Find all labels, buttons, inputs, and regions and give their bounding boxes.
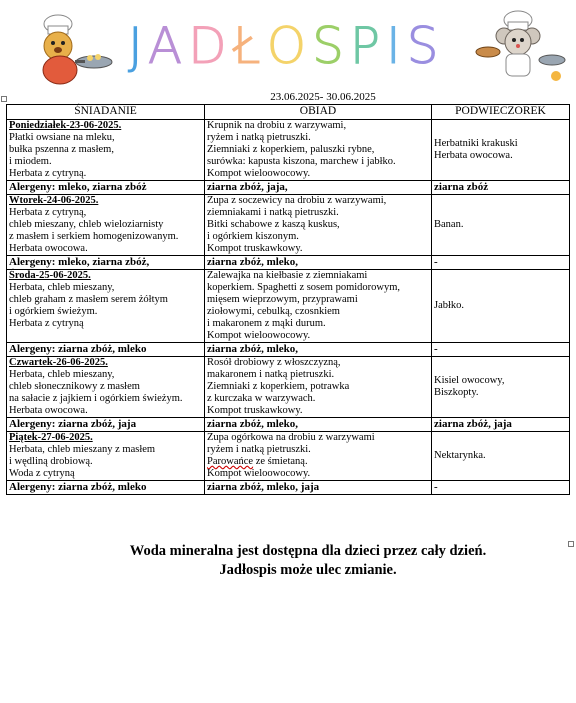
allergen-row: [7, 181, 570, 195]
table-row: [7, 120, 570, 181]
lunch-line: Kompot wieloowocowy.: [207, 330, 311, 341]
lunch-line: Krupnik na drobiu z warzywami,: [207, 120, 347, 131]
table-row: [7, 195, 570, 256]
allergen-row: [7, 343, 570, 357]
lunch-line: ziołowymi, cebulką, czosnkiem: [207, 306, 340, 317]
lunch-line: Zupa ogórkowa na drobiu z warzywami: [207, 432, 375, 443]
title-letter: S: [406, 17, 445, 75]
title-letter: I: [385, 17, 407, 75]
allergen-cell: Alergeny: ziarna zbóż, jaja: [7, 418, 205, 432]
lunch-line: Kompot truskawkowy.: [207, 243, 303, 254]
table-row: [7, 270, 570, 343]
lunch-line: Bitki schabowe z kaszą kuskus,: [207, 219, 340, 230]
lunch-line: mięsem wieprzowym, przyprawami: [207, 294, 358, 305]
allergen-cell: ziarna zbóż, jaja: [432, 418, 570, 432]
breakfast-cell: [7, 432, 205, 481]
breakfast-line: bułka pszenna z masłem,: [9, 144, 114, 155]
footer-change-note: Jadłospis może ulec zmianie.: [219, 562, 397, 578]
lunch-line: ryżem i natką pietruszki.: [207, 132, 311, 143]
breakfast-cell: [7, 357, 205, 418]
title-letter: Ł: [232, 17, 267, 75]
table-move-handle[interactable]: [1, 96, 7, 102]
allergen-row: [7, 418, 570, 432]
chef-bear-cooking-icon: [20, 12, 116, 86]
snack-line: Herbatniki krakuski: [434, 138, 518, 149]
footer-water-note: Woda mineralna jest dostępna dla dzieci przez cały dzień.: [129, 543, 487, 559]
breakfast-line: Płatki owsiane na mleku,: [9, 132, 115, 143]
snack-line: Kisiel owocowy,: [434, 375, 505, 386]
breakfast-line: Herbata z cytryną: [9, 318, 84, 329]
lunch-line: Ziemniaki z koperkiem, potrawka: [207, 381, 350, 392]
lunch-line: i ogórkiem kiszonym.: [207, 231, 299, 242]
allergen-cell: ziarna zbóż, mleko,: [205, 256, 432, 270]
title-letter: O: [266, 17, 313, 75]
allergen-cell: Alergeny: mleko, ziarna zbóż: [7, 181, 205, 195]
day-heading: Piątek-27-06-2025.: [9, 432, 93, 443]
breakfast-line: Herbata z cytryną,: [9, 207, 87, 218]
lunch-line: Kompot truskawkowy.: [207, 405, 303, 416]
lunch-line: makaronem i natką pietruszki.: [207, 369, 335, 380]
breakfast-line: Herbata owocowa.: [9, 243, 88, 254]
snack-cell: [432, 270, 570, 343]
allergen-cell: ziarna zbóż: [432, 181, 570, 195]
day-heading: Wtorek-24-06-2025.: [9, 195, 99, 206]
table-resize-handle[interactable]: [568, 541, 574, 547]
day-heading: Poniedziałek-23-06-2025.: [9, 120, 122, 131]
snack-cell: [432, 195, 570, 256]
breakfast-line: i miodem.: [9, 156, 52, 167]
title-letter: S: [312, 17, 350, 75]
breakfast-line: chleb słonecznikowy z masłem: [9, 381, 140, 392]
menu-title: [128, 18, 444, 74]
menu-header: [0, 0, 576, 90]
breakfast-line: na sałacie z jajkiem i ogórkiem świeżym.: [9, 393, 183, 404]
lunch-line: ziemniakami i natką pietruszki.: [207, 207, 339, 218]
breakfast-line: i wędliną drobiową.: [9, 456, 93, 467]
breakfast-cell: [7, 195, 205, 256]
breakfast-line: chleb graham z masłem serem żółtym: [9, 294, 168, 305]
allergen-cell: Alergeny: ziarna zbóż, mleko: [7, 481, 205, 495]
lunch-cell: [205, 432, 432, 481]
snack-cell: [432, 120, 570, 181]
allergen-cell: ziarna zbóż, mleko,: [205, 418, 432, 432]
allergen-cell: -: [432, 256, 570, 270]
breakfast-line: Woda z cytryną: [9, 468, 75, 479]
day-heading: Środa-25-06-2025.: [9, 270, 91, 281]
snack-cell: [432, 357, 570, 418]
lunch-line: Zalewajka na kiełbasie z ziemniakami: [207, 270, 368, 281]
table-header-row: [7, 105, 570, 120]
breakfast-line: chleb mieszany, chleb wieloziarnisty: [9, 219, 164, 230]
breakfast-line: z masłem i serkiem homogenizowanym.: [9, 231, 179, 242]
column-header-lunch: OBIAD: [205, 105, 432, 120]
lunch-line: surówka: kapusta kiszona, marchew i jabłko.: [207, 156, 396, 167]
lunch-cell: [205, 357, 432, 418]
allergen-row: [7, 256, 570, 270]
breakfast-line: Herbata, chleb mieszany,: [9, 282, 115, 293]
snack-line: Banan.: [434, 219, 464, 230]
allergen-cell: -: [432, 343, 570, 357]
title-letter: D: [188, 17, 233, 75]
lunch-line: koperkiem. Spaghetti z sosem pomidorowym,: [207, 282, 401, 293]
title-letter: P: [349, 17, 386, 75]
table-row: [7, 432, 570, 481]
lunch-line: Rosół drobiowy z włoszczyzną,: [207, 357, 341, 368]
lunch-line: i makaronem z mąki durum.: [207, 318, 326, 329]
title-letter: A: [147, 17, 189, 75]
column-header-snack: PODWIECZOREK: [432, 105, 570, 120]
lunch-line: Kompot wieloowocowy.: [207, 168, 311, 179]
lunch-line: ryżem i natką pietruszki.: [207, 444, 311, 455]
menu-table: [6, 104, 570, 495]
lunch-cell: [205, 195, 432, 256]
breakfast-cell: [7, 270, 205, 343]
date-range: 23.06.2025- 30.06.2025: [270, 91, 376, 103]
title-letter: J: [128, 17, 148, 75]
snack-line: Nektarynka.: [434, 450, 486, 461]
breakfast-line: Herbata, chleb mieszany z masłem: [9, 444, 156, 455]
allergen-cell: ziarna zbóż, mleko, jaja: [205, 481, 432, 495]
column-header-breakfast: ŚNIADANIE: [7, 105, 205, 120]
lunch-line: Zupa z soczewicy na drobiu z warzywami,: [207, 195, 387, 206]
allergen-cell: -: [432, 481, 570, 495]
snack-line: Jabłko.: [434, 300, 465, 311]
lunch-line: Ziemniaki z koperkiem, paluszki rybne,: [207, 144, 375, 155]
chef-mouse-cooking-icon: [470, 10, 570, 84]
breakfast-cell: [7, 120, 205, 181]
allergen-cell: ziarna zbóż, jaja,: [205, 181, 432, 195]
breakfast-line: Herbata z cytryną.: [9, 168, 87, 179]
allergen-cell: Alergeny: ziarna zbóż, mleko: [7, 343, 205, 357]
table-row: [7, 357, 570, 418]
allergen-cell: Alergeny: mleko, ziarna zbóż,: [7, 256, 205, 270]
lunch-line: Kompot wieloowocowy.: [207, 468, 311, 479]
lunch-cell: [205, 120, 432, 181]
snack-cell: [432, 432, 570, 481]
lunch-line: z kurczaka w warzywach.: [207, 393, 316, 404]
breakfast-line: Herbata, chleb mieszany,: [9, 369, 115, 380]
allergen-row: [7, 481, 570, 495]
breakfast-line: i ogórkiem świeżym.: [9, 306, 98, 317]
snack-line: Herbata owocowa.: [434, 150, 513, 161]
allergen-cell: ziarna zbóż, mleko,: [205, 343, 432, 357]
snack-line: Biszkopty.: [434, 387, 479, 398]
lunch-line: Parowańce ze śmietaną.: [207, 456, 308, 467]
lunch-cell: [205, 270, 432, 343]
day-heading: Czwartek-26-06-2025.: [9, 357, 108, 368]
breakfast-line: Herbata owocowa.: [9, 405, 88, 416]
